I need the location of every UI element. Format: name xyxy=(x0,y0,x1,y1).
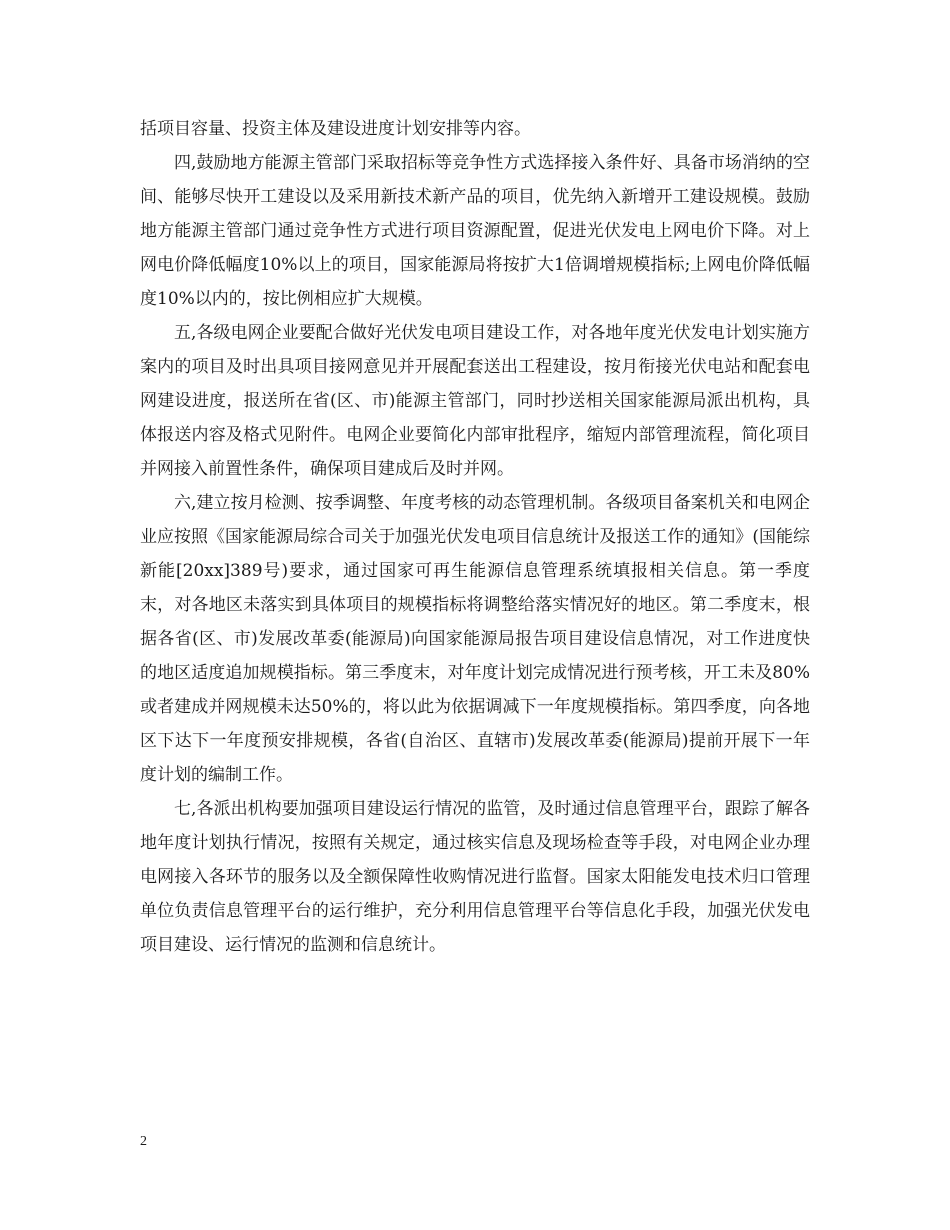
document-body xyxy=(140,112,810,962)
paragraph-item-four: 四,鼓励地方能源主管部门采取招标等竞争性方式选择接入条件好、具备市场消纳的空间、能够尽快开工建设以及采用新技术新产品的项目，优先纳入新增开工建设规模。鼓励地方能源主管部门通过竞争性方式进行项目资源配置，促进光伏发电上网电价下降。对上网电价降低幅度10%以上的项目，国家能源局将按扩大1倍调增规模指标;上网电价降低幅度10%以内的，按比例相应扩大规模。 xyxy=(140,153,810,309)
paragraph-continuation: 括项目容量、投资主体及建设进度计划安排等内容。 xyxy=(140,119,531,139)
paragraph-item-six: 六,建立按月检测、按季调整、年度考核的动态管理机制。各级项目备案机关和电网企业应按照《国家能源局综合司关于加强光伏发电项目信息统计及报送工作的通知》(国能综新能[20xx]389号)要求，通过国家可再生能源信息管理系统填报相关信息。第一季度末，对各地区未落实到具体项目的规模指标将调整给落实情况好的地区。第二季度末，根据各省(区、市)发展改革委(能源局)向国家能源局报告项目建设信息情况，对工作进度快的地区适度追加规模指标。第三季度末，对年度计划完成情况进行预考核，开工未及80%或者建成并网规模未达50%的，将以此为依据调减下一年度规模指标。第四季度，向各地区下达下一年度预安排规模，各省(自治区、直辖市)发展改革委(能源局)提前开展下一年度计划的编制工作。 xyxy=(140,493,810,785)
paragraph-item-five: 五,各级电网企业要配合做好光伏发电项目建设工作，对各地年度光伏发电计划实施方案内的项目及时出具项目接网意见并开展配套送出工程建设，按月衔接光伏电站和配套电网建设进度，报送所在省(区、市)能源主管部门，同时抄送相关国家能源局派出机构，具体报送内容及格式见附件。电网企业要简化内部审批程序，缩短内部管理流程，简化项目并网接入前置性条件，确保项目建成后及时并网。 xyxy=(140,323,810,479)
paragraph-item-seven: 七,各派出机构要加强项目建设运行情况的监管，及时通过信息管理平台，跟踪了解各地年度计划执行情况，按照有关规定，通过核实信息及现场检查等手段，对电网企业办理电网接入各环节的服务以及全额保障性收购情况进行监督。国家太阳能发电技术归口管理单位负责信息管理平台的运行维护，充分利用信息管理平台等信息化手段，加强光伏发电项目建设、运行情况的监测和信息统计。 xyxy=(140,799,810,955)
page-number: 2 xyxy=(140,1134,147,1149)
